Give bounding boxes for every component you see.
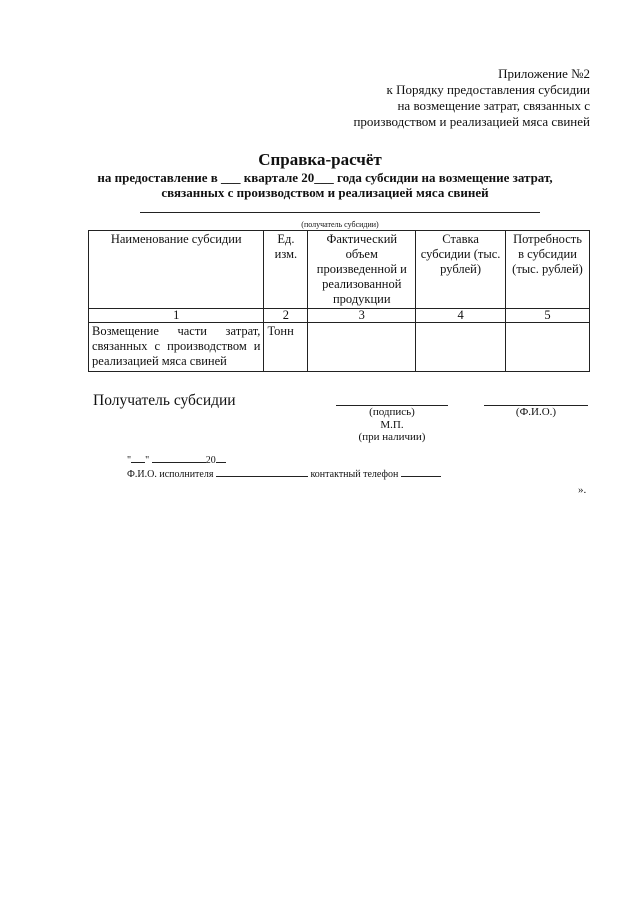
appendix-block [353, 66, 590, 130]
subsidy-table [88, 230, 590, 372]
header-unit: Ед. изм. [264, 231, 308, 309]
date-year-prefix: 20 [205, 455, 216, 466]
stamp-label: М.П. [380, 419, 404, 431]
executor-label: Ф.И.О. исполнителя [127, 469, 214, 480]
header-need: Потребность в субсидии (тыс. рублей) [506, 231, 590, 309]
volume-cell[interactable] [308, 323, 416, 372]
subsidy-name-cell: Возмещение части затрат, связанных с производством и реализацией мяса свиней [89, 323, 264, 372]
column-number: 5 [506, 309, 590, 323]
rate-cell[interactable] [416, 323, 506, 372]
unit-cell: Тонн [264, 323, 308, 372]
table-header-row [89, 231, 590, 309]
phone-blank[interactable] [401, 468, 441, 477]
closing-mark: ». [578, 484, 587, 496]
date-quote-close: " [145, 455, 150, 466]
recipient-caption: (получатель субсидии) [301, 220, 379, 229]
date-quote-open: " [127, 455, 132, 466]
appendix-line: на возмещение затрат, связанных с [397, 98, 590, 113]
column-number: 2 [264, 309, 308, 323]
column-number: 3 [308, 309, 416, 323]
stamp-note [340, 419, 444, 443]
signature-caption: (подпись) [369, 406, 415, 418]
fio-caption: (Ф.И.О.) [515, 406, 557, 418]
document-subtitle [80, 170, 570, 200]
header-subsidy-name: Наименование субсидии [89, 231, 264, 309]
appendix-line: к Порядку предоставления субсидии [386, 82, 590, 97]
column-number-row [89, 309, 590, 323]
recipient-underline [140, 212, 540, 213]
document-title: Справка-расчёт [258, 150, 382, 169]
table-row [89, 323, 590, 372]
appendix-line: производством и реализацией мяса свиней [353, 114, 590, 129]
executor-line [127, 468, 441, 480]
date-day-blank[interactable] [131, 454, 145, 463]
header-volume: Фактический объем произведенной и реализованной продукции [308, 231, 416, 309]
column-number: 4 [416, 309, 506, 323]
subtitle-line-1: на предоставление в ___ квартале 20___ года субсидии на возмещение затрат, [97, 170, 553, 185]
executor-blank[interactable] [216, 468, 308, 477]
header-rate: Ставка субсидии (тыс. рублей) [416, 231, 506, 309]
date-year-blank[interactable] [216, 454, 226, 463]
date-month-blank[interactable] [152, 454, 206, 463]
signature-label: Получатель субсидии [93, 392, 236, 409]
date-line [127, 454, 226, 466]
stamp-condition: (при наличии) [358, 431, 426, 443]
phone-label: контактный телефон [310, 469, 399, 480]
subtitle-line-2: связанных с производством и реализацией мяса свиней [161, 185, 489, 200]
column-number: 1 [89, 309, 264, 323]
appendix-line: Приложение №2 [498, 66, 590, 81]
need-cell[interactable] [506, 323, 590, 372]
